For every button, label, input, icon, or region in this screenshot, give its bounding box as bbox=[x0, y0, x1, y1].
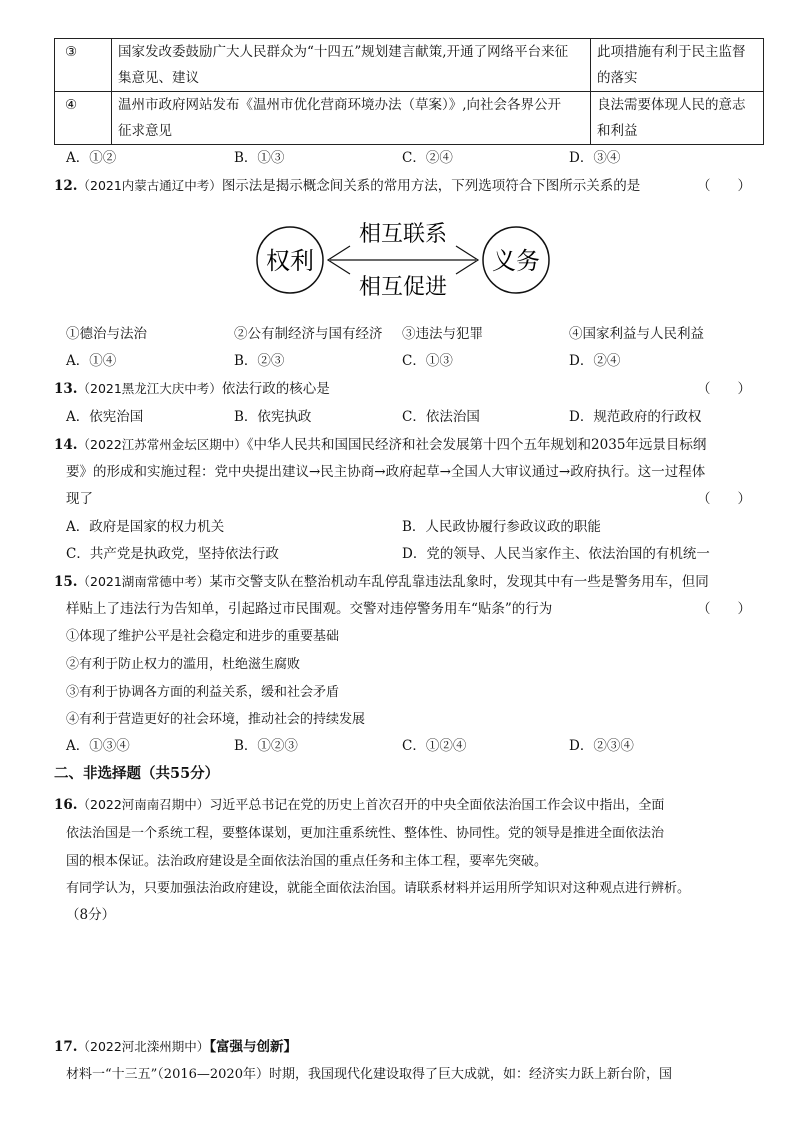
q14-option-a: A．政府是国家的权力机关 bbox=[66, 519, 225, 535]
q11-option-b: B．①③ bbox=[234, 150, 285, 166]
diagram-left-label: 权利 bbox=[266, 247, 314, 275]
answer-paren: （ ） bbox=[697, 381, 751, 397]
options-table bbox=[54, 38, 764, 145]
q14-stem-line1 bbox=[54, 436, 706, 454]
answer-paren: （ ） bbox=[697, 491, 751, 507]
q15-item: ③有利于协调各方面的利益关系，缓和社会矛盾 bbox=[66, 685, 340, 700]
question-number: 15. bbox=[54, 574, 78, 590]
table-row-content-line: 国家发改委鼓励广大人民群众为“十四五”规划建言献策,开通了网络平台来征 bbox=[118, 44, 569, 60]
section-heading: 二、非选择题（共55分） bbox=[54, 765, 220, 782]
table-row-content-line: 征求意见 bbox=[118, 123, 172, 139]
rights-duties-diagram bbox=[254, 210, 554, 310]
q15-option-d: D．②③④ bbox=[569, 738, 634, 754]
answer-paren: （ ） bbox=[697, 601, 751, 617]
question-source: （2022河北滦州期中） bbox=[77, 1039, 210, 1054]
question-number: 14. bbox=[54, 437, 78, 453]
question-topic-tag: 【富强与创新】 bbox=[209, 1039, 298, 1055]
table-row bbox=[55, 92, 764, 145]
question-text: 某市交警支队在整治机动车乱停乱靠违法乱象时，发现其中有一些是警务用车，但同 bbox=[209, 574, 709, 590]
q14-option-d: D．党的领导、人民当家作主、依法治国的有机统一 bbox=[402, 546, 710, 562]
question-source: （2021湖南常德中考） bbox=[77, 574, 210, 589]
q15-item: ④有利于营造更好的社会环境，推动社会的持续发展 bbox=[66, 712, 366, 727]
table-row-number: ④ bbox=[55, 92, 112, 145]
question-number: 12. bbox=[54, 178, 78, 194]
q17-material-line1: 材料一“十三五”（2016—2020年）时期，我国现代化建设取得了巨大成就，如：经济实力跃上新台阶，国 bbox=[66, 1067, 672, 1082]
q15-option-c: C．①②④ bbox=[402, 738, 467, 754]
q16-score: （8分） bbox=[66, 907, 116, 923]
question-source: （2021内蒙古通辽中考） bbox=[77, 178, 222, 193]
q17-header bbox=[54, 1038, 297, 1056]
table-row-content-line: 温州市政府网站发布《温州市优化营商环境办法（草案）》,向社会各界公开 bbox=[118, 97, 562, 113]
q12-item: ②公有制经济与国有经济 bbox=[234, 326, 383, 342]
q12-option-b: B．②③ bbox=[234, 353, 285, 369]
q14-option-b: B．人民政协履行参政议政的职能 bbox=[402, 519, 601, 535]
table-row bbox=[55, 39, 764, 92]
q12-item: ①德治与法治 bbox=[66, 326, 147, 342]
q15-stem-line2: 样贴上了违法行为告知单，引起路过市民围观。交警对违停警务用车“贴条”的行为 bbox=[66, 601, 553, 617]
table-row-comment-line: 的落实 bbox=[597, 70, 638, 86]
q15-option-b: B．①②③ bbox=[234, 738, 298, 754]
q12-stem bbox=[54, 177, 640, 195]
question-text: 《中华人民共和国国民经济和社会发展第十四个五年规划和2035年远景目标纲 bbox=[246, 437, 707, 453]
q15-stem-line1 bbox=[54, 573, 709, 591]
q16-question-line: 有同学认为，只要加强法治政府建设，就能全面依法治国。请联系材料并运用所学知识对这种观点进行辨析。 bbox=[66, 881, 691, 896]
question-text: 图示法是揭示概念间关系的常用方法，下列选项符合下图所示关系的是 bbox=[221, 178, 641, 194]
question-text: 习近平总书记在党的历史上首次召开的中央全面依法治国工作会议中指出，全面 bbox=[209, 798, 665, 813]
q16-material-line3: 国的根本保证。法治政府建设是全面依法治国的重点任务和主体工程，要率先突破。 bbox=[66, 854, 548, 869]
q13-option-d: D．规范政府的行政权 bbox=[569, 409, 702, 425]
q12-option-a: A．①④ bbox=[66, 353, 117, 369]
q16-material-line1 bbox=[54, 796, 664, 815]
diagram-top-label: 相互联系 bbox=[358, 222, 448, 247]
q14-option-c: C．共产党是执政党，坚持依法行政 bbox=[66, 546, 279, 562]
q13-stem bbox=[54, 380, 330, 398]
q14-stem-line2: 要》的形成和实施过程：党中央提出建议→民主协商→政府起草→全国人大审议通过→政府执行。这一过程体 bbox=[66, 464, 706, 480]
diagram-bottom-label: 相互促进 bbox=[358, 275, 448, 300]
q15-option-a: A．①③④ bbox=[66, 738, 130, 754]
question-source: （2022江苏常州金坛区期中） bbox=[77, 437, 247, 452]
question-number: 17. bbox=[54, 1039, 78, 1055]
q12-option-c: C．①③ bbox=[402, 353, 453, 369]
question-text: 依法行政的核心是 bbox=[221, 381, 330, 397]
table-row-comment-line: 和利益 bbox=[597, 123, 638, 139]
question-number: 16. bbox=[54, 797, 78, 813]
q14-stem-line3: 现了 bbox=[66, 491, 93, 507]
question-source: （2021黑龙江大庆中考） bbox=[77, 381, 222, 396]
question-source: （2022河南南召期中） bbox=[77, 797, 210, 812]
q15-item: ①体现了维护公平是社会稳定和进步的重要基础 bbox=[66, 629, 340, 644]
q12-option-d: D．②④ bbox=[569, 353, 621, 369]
q16-material-line2: 依法治国是一个系统工程，要整体谋划，更加注重系统性、整体性、协同性。党的领导是推进全面依法治 bbox=[66, 826, 665, 841]
question-number: 13. bbox=[54, 381, 78, 397]
table-row-comment-line: 此项措施有利于民主监督 bbox=[597, 44, 746, 60]
q15-item: ②有利于防止权力的滥用，杜绝滋生腐败 bbox=[66, 657, 301, 672]
q11-option-a: A．①② bbox=[66, 150, 117, 166]
table-row-number: ③ bbox=[55, 39, 112, 92]
table-row-content-line: 集意见、建议 bbox=[118, 70, 199, 86]
table-row-comment-line: 良法需要体现人民的意志 bbox=[597, 97, 746, 113]
q11-option-d: D．③④ bbox=[569, 150, 621, 166]
q12-item: ④国家利益与人民利益 bbox=[569, 326, 704, 342]
q13-option-b: B．依宪执政 bbox=[234, 409, 312, 425]
answer-paren: （ ） bbox=[697, 178, 751, 194]
diagram-right-label: 义务 bbox=[492, 247, 540, 275]
q11-option-c: C．②④ bbox=[402, 150, 453, 166]
double-arrow bbox=[328, 246, 478, 274]
q12-item: ③违法与犯罪 bbox=[402, 326, 483, 342]
q13-option-a: A．依宪治国 bbox=[66, 409, 144, 425]
q13-option-c: C．依法治国 bbox=[402, 409, 480, 425]
